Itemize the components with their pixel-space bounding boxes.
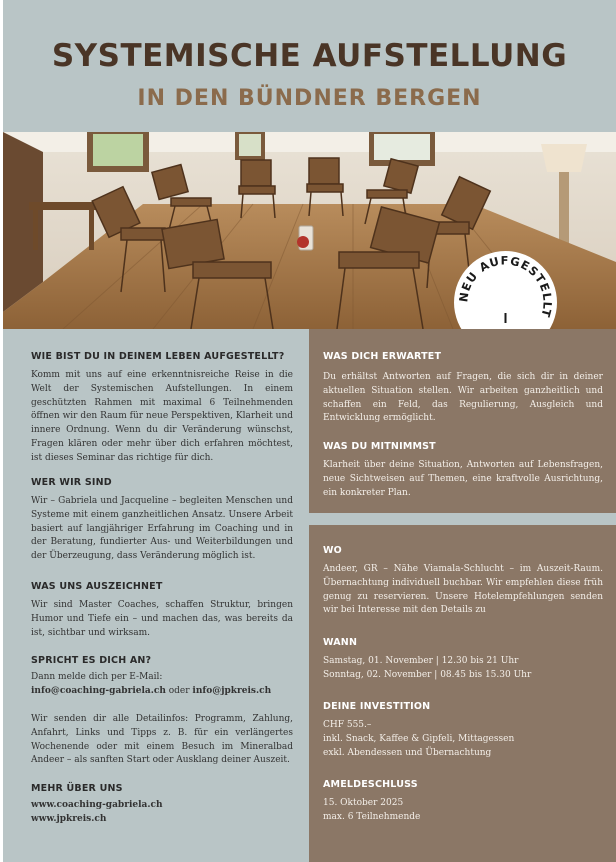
page-title: SYSTEMISCHE AUFSTELLUNG: [51, 38, 568, 74]
date-saturday: Samstag, 01. November | 12.30 bis 21 Uhr: [323, 656, 519, 666]
website-link-gabriela[interactable]: www.coaching-gabriela.ch: [31, 800, 163, 810]
flyer-page: [3, 0, 616, 862]
heading-auszeichnet: WAS UNS AUSZEICHNET: [31, 581, 163, 592]
contact-block: [31, 671, 293, 699]
email-link-gabriela[interactable]: info@coaching-gabriela.ch: [31, 685, 166, 696]
heading-wer-wir-sind: WER WIR SIND: [31, 477, 112, 488]
date-sunday: Sonntag, 02. November | 08.45 bis 15.30 Uhr: [323, 669, 532, 680]
left-column: [3, 329, 305, 862]
heading-was-dich-erwartet: WAS DICH ERWARTET: [323, 351, 442, 362]
website-links: [31, 799, 293, 827]
email-link-jpkreis[interactable]: info@jpkreis.ch: [192, 685, 272, 696]
text-anmeldeschluss: [323, 797, 603, 825]
text-detailinfos: Wir senden dir alle Detailinfos: Programm, Zahlung, Anfahrt, Links und Tipps z. B. für ein verlängertes Wochenende oder mit einem Besuch im Mineralbad Andeer – als sanften Start oder Ausklang deiner Auszeit.: [31, 714, 293, 766]
text-was-du-mitnimmst: Klarheit über deine Situation, Antworten auf Lebensfragen, neue Sichtweisen auf Themen, eine kraftvolle Ausrichtung, ein konkreter Plan.: [323, 460, 603, 498]
contact-or: oder: [165, 685, 193, 696]
price-excluded: exkl. Abendessen und Übernachtung: [323, 747, 492, 758]
text-wann: [323, 655, 603, 683]
contact-intro: Dann melde dich per E-Mail:: [31, 672, 163, 682]
price: CHF 555.–: [323, 720, 372, 730]
heading-wann: WANN: [323, 637, 358, 648]
svg-text:NEU AUFGESTELLT: [456, 253, 554, 319]
heading-was-du-mitnimmst: WAS DU MITNIMMST: [323, 441, 436, 452]
text-auszeichnet: Wir sind Master Coaches, schaffen Struktur, bringen Humor und Tiefe ein – und machen das, was bereits da ist, sichtbar und wirksam.: [31, 600, 293, 638]
heading-aufgestellt: WIE BIST DU IN DEINEM LEBEN AUFGESTELLT?: [31, 351, 285, 362]
heading-mehr-ueber-uns: MEHR ÜBER UNS: [31, 783, 123, 794]
text-wo: Andeer, GR – Nähe Viamala-Schlucht – im Auszeit-Raum. Übernachtung individuell buchbar. Wir empfehlen diese früh genug zu reservieren. Unsere Hotelempfehlungen senden wir bei Interesse mit den Details zu: [323, 564, 603, 616]
text-wer-wir-sind: Wir – Gabriela und Jacqueline – begleiten Menschen und Systeme mit einem ganzheitlichen Ansatz. Unsere Arbeit basiert auf langjähriger Erfahrung im Coaching und in der Beratung, fundierter Aus- und Weiterbildungen und der Überzeugung, dass Veränderung möglich ist.: [31, 496, 293, 562]
right-bottom-panel: [309, 525, 616, 862]
header: [3, 0, 616, 132]
text-investition: [323, 719, 603, 760]
text-was-dich-erwartet: Du erhältst Antworten auf Fragen, die sich dir in deiner aktuellen Situation stellen. Wir arbeiten ganzheitlich und schaffen ein Feld, das Regulierung, Ausgleich und Entwicklung ermöglicht.: [323, 372, 603, 424]
heading-wo: WO: [323, 545, 342, 556]
max-participants: max. 6 Teilnehmende: [323, 811, 421, 822]
page-subtitle: IN DEN BÜNDNER BERGEN: [137, 86, 482, 111]
heading-anmeldeschluss: AMELDESCHLUSS: [323, 779, 418, 790]
price-included: inkl. Snack, Kaffee & Gipfeli, Mittagessen: [323, 733, 515, 744]
website-link-jpkreis[interactable]: www.jpkreis.ch: [31, 813, 107, 824]
heading-spricht-es-dich-an: SPRICHT ES DICH AN?: [31, 655, 152, 666]
text-aufgestellt: Komm mit uns auf eine erkenntnisreiche Reise in die Welt der Systemischen Aufstellungen. In einem geschützten Rahmen mit maximal 6 Teilnehmenden öffnen wir den Raum für neue Perspektiven, Klarheit und innere Ordnung. Wenn du dir Veränderung wünschst, Fragen klären oder mehr über dich erfahren möchtest, ist dieses Seminar das richtige für dich.: [31, 370, 293, 463]
right-top-panel: [309, 329, 616, 513]
heading-investition: DEINE INVESTITION: [323, 701, 431, 712]
deadline-date: 15. Oktober 2025: [323, 798, 404, 808]
badge-text: NEU AUFGESTELLT: [456, 253, 555, 320]
